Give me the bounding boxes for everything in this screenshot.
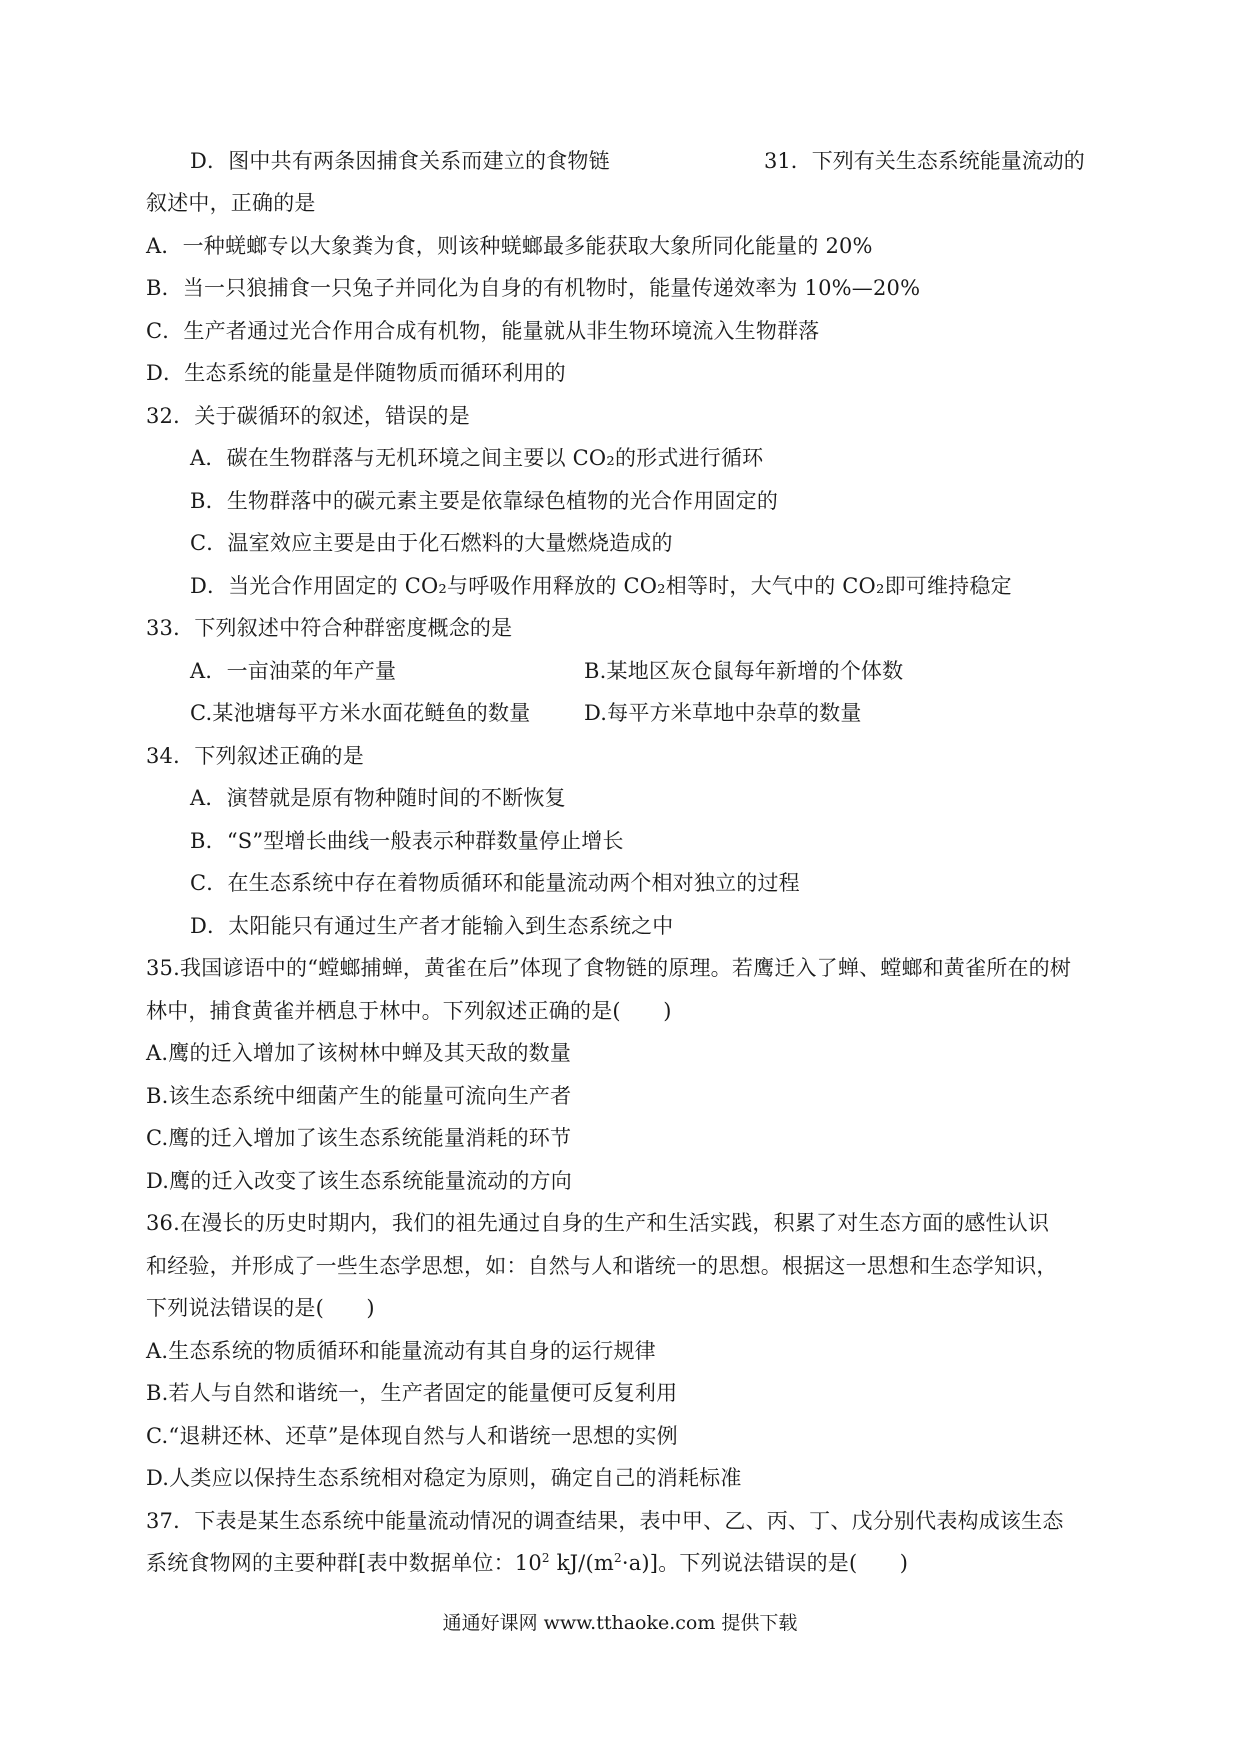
q37-sup-1: 2 — [541, 1551, 550, 1565]
q36-option-a: A.生态系统的物质循环和能量流动有其自身的运行规律 — [146, 1339, 656, 1363]
q31-stem-cont: 叙述中，正确的是 — [146, 191, 316, 215]
q33-option-c: C.某池塘每平方米水面花鲢鱼的数量 — [190, 701, 531, 725]
q35-stem-line1: 35.我国谚语中的“螳螂捕蝉，黄雀在后”体现了食物链的原理。若鹰迁入了蝉、螳螂和黄雀所在的树 — [146, 956, 1072, 980]
q34-stem: 34．下列叙述正确的是 — [146, 744, 364, 768]
q32-option-c: C．温室效应主要是由于化石燃料的大量燃烧造成的 — [190, 531, 673, 555]
q37-sup-2: 2 — [613, 1551, 622, 1565]
q37-text-post: ·a)]。下列说法错误的是( ) — [621, 1551, 909, 1575]
q33-option-b: B.某地区灰仓鼠每年新增的个体数 — [584, 659, 904, 683]
q34-option-a: A．演替就是原有物种随时间的不断恢复 — [190, 786, 566, 810]
q32-option-d: D．当光合作用固定的 CO₂与呼吸作用释放的 CO₂相等时，大气中的 CO₂即可维持稳定 — [190, 574, 1012, 598]
q37-stem-line1: 37．下表是某生态系统中能量流动情况的调查结果，表中甲、乙、丙、丁、戊分别代表构成该生态 — [146, 1509, 1064, 1533]
q31-option-b: B．当一只狼捕食一只兔子并同化为自身的有机物时，能量传递效率为 10%—20% — [146, 276, 921, 300]
q32-stem: 32．关于碳循环的叙述，错误的是 — [146, 404, 470, 428]
q34-option-d: D．太阳能只有通过生产者才能输入到生态系统之中 — [190, 914, 674, 938]
q31-option-c: C．生产者通过光合作用合成有机物，能量就从非生物环境流入生物群落 — [146, 319, 820, 343]
q33-option-a: A．一亩油菜的年产量 — [190, 659, 397, 683]
q36-stem-line3: 下列说法错误的是( ) — [146, 1296, 375, 1320]
q37-text-pre: 系统食物网的主要种群[表中数据单位：10 — [146, 1551, 542, 1575]
page-footer: 通通好课网 www.tthaoke.com 提供下载 — [442, 1612, 798, 1634]
q36-stem-line2: 和经验，并形成了一些生态学思想，如：自然与人和谐统一的思想。根据这一思想和生态学知识， — [146, 1254, 1058, 1278]
q36-option-d: D.人类应以保持生态系统相对稳定为原则，确定自己的消耗标准 — [146, 1466, 742, 1490]
q35-option-c: C.鹰的迁入增加了该生态系统能量消耗的环节 — [146, 1126, 572, 1150]
q31-option-a: A．一种蜣螂专以大象粪为食，则该种蜣螂最多能获取大象所同化能量的 20% — [146, 234, 873, 258]
q32-option-a: A．碳在生物群落与无机环境之间主要以 CO₂的形式进行循环 — [190, 446, 764, 470]
q33-option-d: D.每平方米草地中杂草的数量 — [584, 701, 862, 725]
q36-stem-line1: 36.在漫长的历史时期内，我们的祖先通过自身的生产和生活实践，积累了对生态方面的感性认识 — [146, 1211, 1050, 1235]
q33-stem: 33．下列叙述中符合种群密度概念的是 — [146, 616, 513, 640]
q35-option-d: D.鹰的迁入改变了该生态系统能量流动的方向 — [146, 1169, 572, 1193]
q35-option-b: B.该生态系统中细菌产生的能量可流向生产者 — [146, 1084, 572, 1108]
q31-option-d: D．生态系统的能量是伴随物质而循环利用的 — [146, 361, 566, 385]
q32-option-b: B．生物群落中的碳元素主要是依靠绿色植物的光合作用固定的 — [190, 489, 779, 513]
q35-option-a: A.鹰的迁入增加了该树林中蝉及其天敌的数量 — [146, 1041, 572, 1065]
q30-option-d: D．图中共有两条因捕食关系而建立的食物链 — [190, 149, 610, 173]
q35-stem-line2: 林中，捕食黄雀并栖息于林中。下列叙述正确的是( ) — [146, 999, 672, 1023]
q37-stem-line2 — [146, 1549, 908, 1577]
q36-option-c: C.“退耕还林、还草”是体现自然与人和谐统一思想的实例 — [146, 1424, 678, 1448]
q34-option-c: C．在生态系统中存在着物质循环和能量流动两个相对独立的过程 — [190, 871, 800, 895]
q34-option-b: B．“S”型增长曲线一般表示种群数量停止增长 — [190, 829, 624, 853]
q37-text-mid: kJ/(m — [549, 1551, 614, 1575]
q31-stem-start: 31．下列有关生态系统能量流动的 — [764, 149, 1085, 173]
q36-option-b: B.若人与自然和谐统一，生产者固定的能量便可反复利用 — [146, 1381, 678, 1405]
